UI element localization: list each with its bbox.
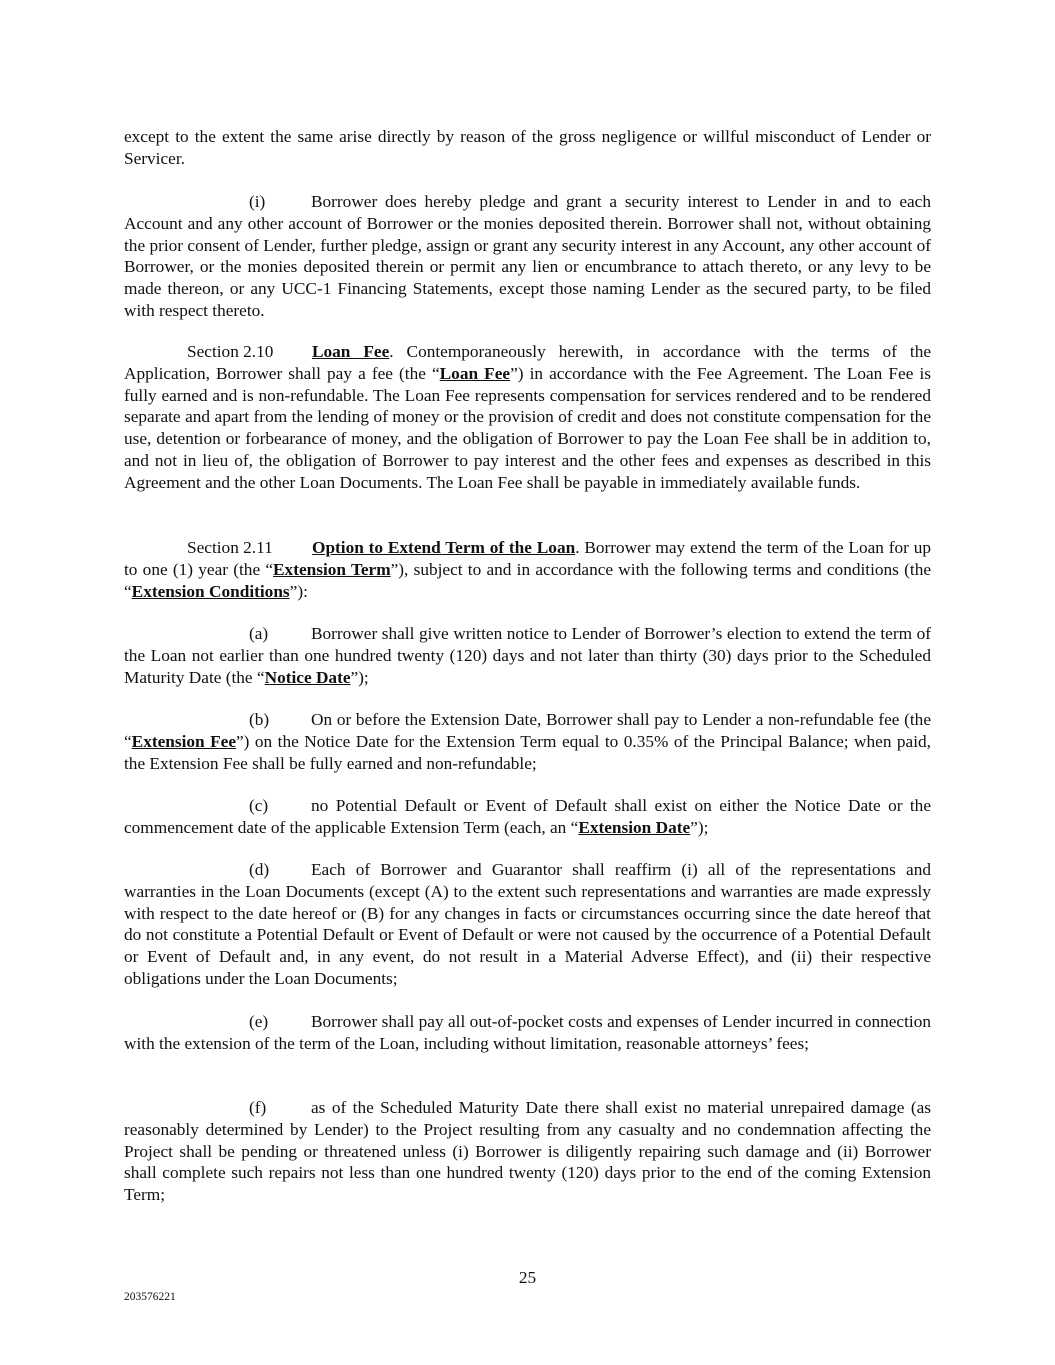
item-number: (d): [249, 860, 270, 879]
section-2-10: [124, 341, 931, 494]
item-number: (a): [249, 624, 269, 643]
item-number: (c): [249, 796, 269, 815]
paragraph-item-c: [124, 795, 931, 839]
paragraph-item-f: [124, 1097, 931, 1206]
section-text-2: ”), subject to and in accordance with the following terms and conditions (the “: [124, 559, 931, 601]
defined-term: Extension Term: [273, 559, 391, 579]
item-number: (i): [249, 192, 266, 211]
page-number: 25: [518, 1268, 537, 1287]
item-text-1: On or before the Extension Date, Borrower shall pay to Lender a non-refundable fee (the “: [124, 710, 931, 751]
item-text: Each of Borrower and Guarantor shall reaffirm (i) all of the representations and warranties in the Loan Documents (except (A) to the extent such representations and warranties are made expressly with respect to the date hereof or (B) for any changes in facts or circumstances occurring since the date hereof that do not constitute a Potential Default or Event of Default or were not caused by the occurrence of a Potential Default or Event of Default and, in any event, do not result in a Material Adverse Effect), and (ii) their respective obligations under the Loan Documents;: [124, 860, 931, 988]
paragraph-item-i: [124, 191, 931, 322]
document-id: 203576221: [124, 1291, 176, 1303]
item-text: as of the Scheduled Maturity Date there shall exist no material unrepaired damage (as reasonably determined by Lender) to the Project resulting from any casualty and no condemnation affecting the Project shall be pending or threatened unless (i) Borrower is diligently repairing such damage and (ii) Borrower shall complete such repairs not less than one hundred twenty (120) days prior to the end of the coming Extension Term;: [124, 1098, 931, 1205]
paragraph-intro: [124, 126, 931, 170]
item-text-1: Borrower shall give written notice to Lender of Borrower’s election to extend the term of the Loan not earlier than one hundred twenty (120) days and not later than thirty (30) days prior to the Scheduled Maturity Date (the “: [124, 624, 931, 687]
section-text-2: ”) in accordance with the Fee Agreement. The Loan Fee is fully earned and is non-refundable. The Loan Fee represents compensation for services rendered and to be rendered separate and apart from the lending of money or the provision of credit and does not constitute compensation for the use, detention or forbearance of money, and the obligation of Borrower to pay the Loan Fee shall be in addition to, and not in lieu of, the obligation of Borrower to pay interest and the other fees and expenses as described in this Agreement and the other Loan Documents. The Loan Fee shall be payable in immediately available funds.: [124, 363, 931, 492]
section-2-11: [124, 537, 931, 602]
item-number: (e): [249, 1012, 269, 1031]
defined-term: Extension Date: [578, 817, 691, 837]
item-text-2: ”);: [690, 817, 709, 837]
item-text-2: ”);: [350, 667, 369, 687]
section-text-1: . Contemporaneously herewith, in accordance with the terms of the Application, Borrower shall pay a fee (the “: [124, 342, 932, 383]
section-text-3: ”):: [289, 581, 308, 601]
paragraph-item-d: [124, 859, 931, 990]
item-number: (f): [249, 1098, 267, 1117]
defined-term: Extension Conditions: [131, 581, 290, 601]
defined-term: Notice Date: [264, 667, 351, 687]
item-text-1: no Potential Default or Event of Default shall exist on either the Notice Date or the commencement date of the applicable Extension Term (each, an “: [124, 796, 931, 837]
defined-term: Extension Fee: [131, 731, 237, 751]
paragraph-item-a: [124, 623, 931, 688]
section-label: Section 2.10: [187, 342, 274, 361]
paragraph-item-b: [124, 709, 931, 774]
item-text: Borrower shall pay all out-of-pocket costs and expenses of Lender incurred in connection with the extension of the term of the Loan, including without limitation, reasonable attorneys’ fees;: [124, 1012, 931, 1053]
intro-text: except to the extent the same arise directly by reason of the gross negligence or willful misconduct of Lender or Servicer.: [124, 127, 931, 168]
section-label: Section 2.11: [187, 538, 273, 557]
paragraph-item-e: [124, 1011, 931, 1055]
section-title: Option to Extend Term of the Loan: [312, 538, 576, 557]
defined-term: Loan Fee: [439, 363, 511, 383]
item-number: (b): [249, 710, 270, 729]
section-text-1: . Borrower may extend the term of the Loan for up to one (1) year (the “: [124, 538, 931, 579]
section-title: Loan Fee: [312, 342, 390, 361]
item-text: Borrower does hereby pledge and grant a security interest to Lender in and to each Account and any other account of Borrower or the monies deposited therein. Borrower shall not, without obtaining the prior consent of Lender, further pledge, assign or grant any security interest in any Account, any other account of Borrower, or the monies deposited therein or permit any lien or encumbrance to attach thereto, or any levy to be made thereon, or any UCC-1 Financing Statements, except those naming Lender as the secured party, to be filed with respect thereto.: [124, 192, 931, 320]
item-text-2: ”) on the Notice Date for the Extension Term equal to 0.35% of the Principal Balance; when paid, the Extension Fee shall be fully earned and non-refundable;: [124, 731, 931, 773]
